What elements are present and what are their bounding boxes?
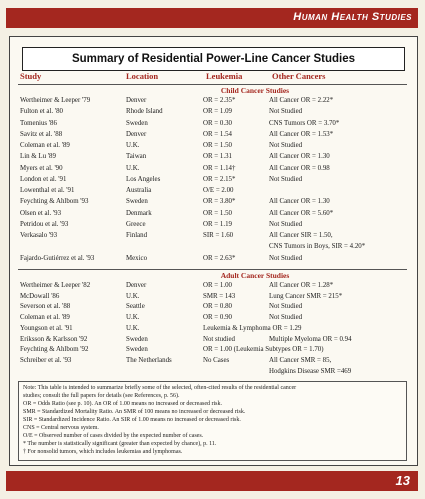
footnote-line: Note: This table is intended to summarize briefly some of the selected, often-cited results of the residential cancer <box>23 385 297 391</box>
footnote-box <box>18 381 407 461</box>
leukemia-cell: OR = 1.00 <box>203 282 232 289</box>
adult-section-heading: Adult Cancer Studies <box>220 271 290 280</box>
leukemia-cell: OR = 1.50 <box>203 142 232 149</box>
table-row <box>10 153 417 163</box>
other-cancers-cell: CNS Tumors in Boys, SIR = 4.20* <box>269 243 366 251</box>
table-row <box>10 232 417 242</box>
leukemia-cell: Leukemia & Lymphoma OR = 1.29 <box>203 324 302 332</box>
table-row <box>10 368 417 378</box>
study-cell: Schreiber et al. '93 <box>20 356 72 364</box>
other-cancers-cell: All Cancer OR = 1.30 <box>269 153 330 161</box>
leukemia-cell: OR = 1.00 (Leukemia Subtypes OR = 1.70) <box>203 346 324 354</box>
study-cell: Fajardo-Gutiérrez et al. '93 <box>20 254 95 262</box>
study-cell: London et al. '91 <box>20 175 67 183</box>
table-row <box>10 131 417 141</box>
study-cell: Wertheimer & Leeper '82 <box>20 282 91 289</box>
footnote-line: † For nonsolid tumors, which includes leukemias and lymphomas. <box>23 449 183 455</box>
leukemia-cell: O/E = 2.00 <box>203 187 234 194</box>
table-panel <box>9 36 418 466</box>
table-title: Summary of Residential Power-Line Cancer Studies <box>71 53 356 65</box>
table-row <box>10 187 417 197</box>
location-cell: Denver <box>126 97 147 104</box>
study-cell: Feychting & Ahlbom '92 <box>20 346 89 354</box>
table-row <box>10 97 417 107</box>
other-cancers-cell: Not Studied <box>269 220 303 228</box>
table-row <box>10 346 417 356</box>
location-cell: Los Angeles <box>126 175 161 183</box>
location-cell: Rhode Island <box>126 108 163 116</box>
leukemia-cell: OR = 2.63* <box>203 254 236 262</box>
study-cell: Petridou et al. '93 <box>20 220 69 228</box>
other-cancers-cell: All Cancer OR = 0.98 <box>269 164 330 172</box>
table-row <box>10 221 417 231</box>
table-row <box>10 314 417 324</box>
footnote-line: studies; consult the full papers for details (see References, p. 56). <box>23 393 180 399</box>
leukemia-cell: OR = 2.35* <box>203 97 236 104</box>
table-row <box>10 357 417 367</box>
leukemia-cell: OR = 1.54 <box>203 130 232 138</box>
table-row <box>10 120 417 130</box>
leukemia-cell: OR = 3.80* <box>203 198 236 206</box>
leukemia-cell: Not studied <box>203 335 235 343</box>
table-row <box>10 255 417 265</box>
other-cancers-cell: All Cancer SMR = 85, <box>269 356 332 364</box>
leukemia-cell: OR = 1.14† <box>203 164 236 172</box>
study-cell: Wertheimer & Leeper '79 <box>20 97 91 104</box>
location-cell: U.K. <box>126 142 140 149</box>
study-cell: McDowall '86 <box>20 292 60 300</box>
other-cancers-cell: All Cancer SIR = 1.50, <box>269 232 333 239</box>
column-header-study: Study <box>20 71 42 81</box>
leukemia-cell: OR = 0.30 <box>203 119 232 127</box>
leukemia-cell: OR = 1.19 <box>203 220 232 228</box>
table-title-box <box>22 47 405 71</box>
study-cell: Eriksson & Karlsson '92 <box>20 335 88 343</box>
study-cell: Youngson et al. '91 <box>20 324 73 332</box>
section-divider <box>18 269 407 270</box>
table-row <box>10 325 417 335</box>
location-cell: Sweden <box>126 335 148 343</box>
other-cancers-cell: Not Studied <box>269 142 303 149</box>
footnote-line: SMR = Standardized Mortality Ratio. An SMR of 100 means no increased or decreased risk. <box>23 409 246 415</box>
footnote-line: * The number is statistically significant (greater than expected by chance), p. 11. <box>23 441 217 447</box>
other-cancers-cell: All Cancer OR = 1.53* <box>269 130 334 138</box>
leukemia-cell: SIR = 1.60 <box>203 232 234 239</box>
other-cancers-cell: Multiple Myeloma OR = 0.94 <box>269 335 352 343</box>
other-cancers-cell: All Cancer OR = 5.60* <box>269 209 334 217</box>
table-row <box>10 210 417 220</box>
location-cell: U.K. <box>126 314 140 322</box>
table-row <box>10 108 417 118</box>
other-cancers-cell: Not Studied <box>269 314 303 322</box>
footnote-line: O/E = Observed number of cases divided by the expected number of cases. <box>23 433 204 439</box>
section-title: Human Health Studies <box>293 11 412 23</box>
footnote-line: OR = Odds Ratio (see p. 10). An OR of 1.00 means no increased or decreased risk. <box>23 401 223 407</box>
other-cancers-cell: All Cancer OR = 2.22* <box>269 97 334 104</box>
other-cancers-cell: Not Studied <box>269 254 303 262</box>
study-cell: Myers et al. '90 <box>20 164 63 172</box>
location-cell: U.K. <box>126 292 140 300</box>
column-header-other: Other Cancers <box>272 71 326 81</box>
other-cancers-cell: All Cancer OR = 1.28* <box>269 282 334 289</box>
location-cell: Australia <box>126 187 152 194</box>
leukemia-cell: OR = 0.80 <box>203 303 232 311</box>
study-cell: Fulton et al. '80 <box>20 108 63 116</box>
other-cancers-cell: All Cancer OR = 1.30 <box>269 198 330 206</box>
leukemia-cell: OR = 1.31 <box>203 153 232 161</box>
location-cell: Taiwan <box>126 153 147 161</box>
leukemia-cell: SMR = 143 <box>203 292 236 300</box>
leukemia-cell: OR = 2.15* <box>203 175 236 183</box>
location-cell: Denver <box>126 130 147 138</box>
table-row <box>10 303 417 313</box>
location-cell: Denmark <box>126 209 152 217</box>
location-cell: Finland <box>126 232 148 239</box>
table-row <box>10 142 417 152</box>
table-row <box>10 243 417 253</box>
location-cell: Seattle <box>126 303 145 311</box>
column-header-leukemia: Leukemia <box>206 71 243 81</box>
other-cancers-cell: Not Studied <box>269 303 303 311</box>
column-header-location: Location <box>126 71 159 81</box>
other-cancers-cell: Not Studied <box>269 108 303 116</box>
location-cell: Sweden <box>126 198 148 206</box>
study-cell: Verkasalo '93 <box>20 232 58 239</box>
other-cancers-cell: Hodgkins Disease SMR =469 <box>269 367 352 375</box>
footnote-line: CNS = Central nervous system. <box>23 425 99 431</box>
child-section-heading: Child Cancer Studies <box>220 86 290 95</box>
study-cell: Feychting & Ahlbom '93 <box>20 198 89 206</box>
table-row <box>10 198 417 208</box>
leukemia-cell: No Cases <box>203 356 230 364</box>
leukemia-cell: OR = 1.09 <box>203 108 232 116</box>
location-cell: Mexico <box>126 254 148 262</box>
study-cell: Coleman et al. '89 <box>20 314 70 322</box>
study-cell: Coleman et al. '89 <box>20 142 70 149</box>
table-row <box>10 336 417 346</box>
study-cell: Tomenius '86 <box>20 119 57 127</box>
table-row <box>10 165 417 175</box>
header-divider <box>18 84 407 85</box>
table-row <box>10 282 417 292</box>
study-cell: Lowenthal et al. '91 <box>20 187 75 194</box>
footer-bar <box>6 471 418 491</box>
leukemia-cell: OR = 1.50 <box>203 209 232 217</box>
other-cancers-cell: Not Studied <box>269 175 303 183</box>
leukemia-cell: OR = 0.90 <box>203 314 232 322</box>
location-cell: Sweden <box>126 346 148 354</box>
footnote-line: SIR = Standardized Incidence Ratio. An SIR of 1.00 means no increased or decreased risk. <box>23 417 241 423</box>
section-header-bar <box>6 8 418 28</box>
location-cell: The Netherlands <box>126 356 172 364</box>
location-cell: Sweden <box>126 119 148 127</box>
study-cell: Lin & Lu '89 <box>20 153 56 161</box>
study-cell: Severson et al. '88 <box>20 303 71 311</box>
location-cell: U.K. <box>126 164 140 172</box>
other-cancers-cell: Lung Cancer SMR = 215* <box>269 292 343 300</box>
location-cell: Greece <box>126 220 146 228</box>
study-cell: Olsen et al. '93 <box>20 209 62 217</box>
table-row <box>10 176 417 186</box>
other-cancers-cell: CNS Tumors OR = 3.70* <box>269 119 340 127</box>
table-row <box>10 293 417 303</box>
study-cell: Savitz et al. '88 <box>20 130 63 138</box>
location-cell: U.K. <box>126 324 140 332</box>
location-cell: Denver <box>126 282 147 289</box>
page-number: 13 <box>395 473 410 488</box>
